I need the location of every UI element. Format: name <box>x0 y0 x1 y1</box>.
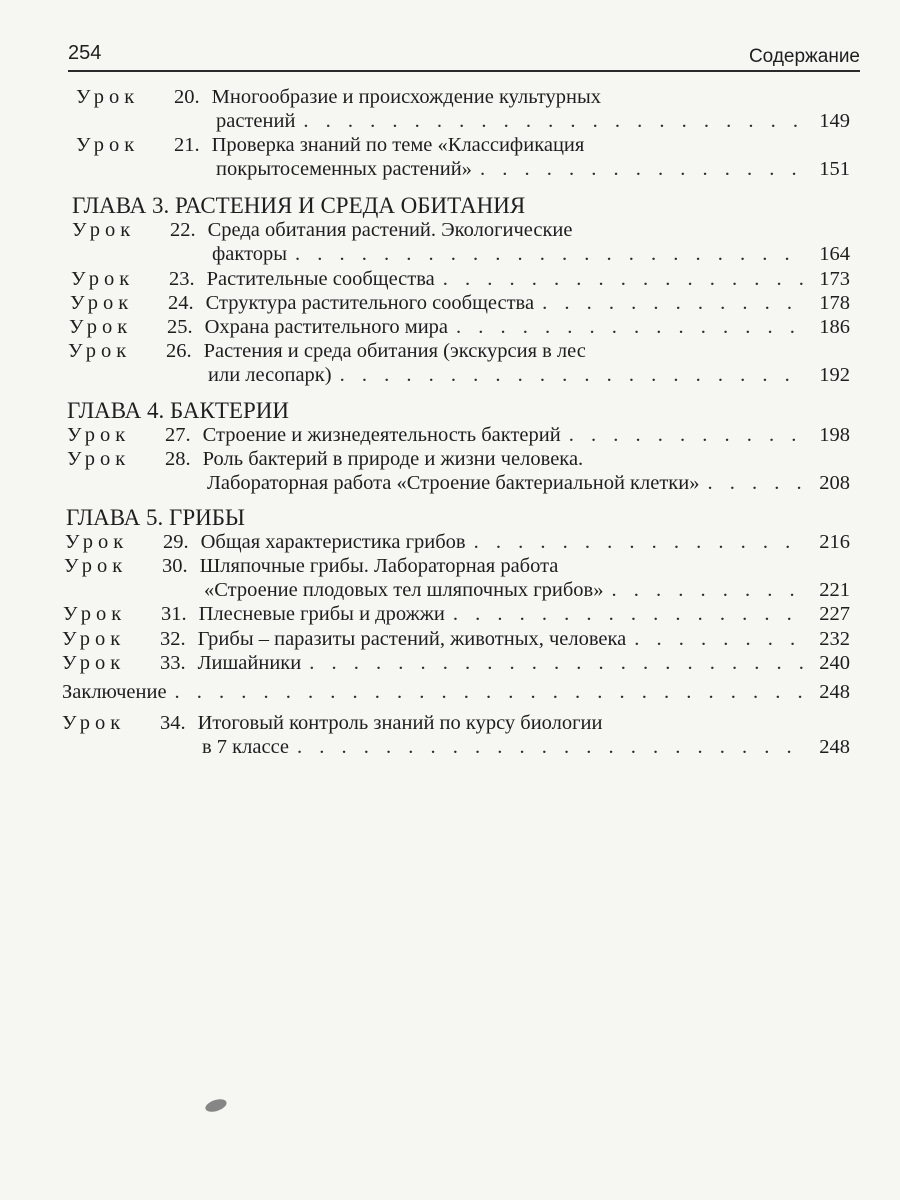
lesson-label: Урок <box>63 603 127 625</box>
entry-title: Строение и жизнедеятельность бактерий <box>202 424 561 446</box>
lesson-label: Урок <box>62 628 126 650</box>
toc-row <box>216 157 850 181</box>
lesson-number: 27. <box>165 424 191 446</box>
dot-leader <box>443 267 804 291</box>
lesson-label: Урок <box>67 424 131 446</box>
toc-row <box>62 711 602 735</box>
chapter-heading: ГЛАВА 4. БАКТЕРИИ <box>67 398 289 423</box>
lesson-number: 20. <box>174 86 200 108</box>
toc-row <box>67 447 583 471</box>
entry-title: Проверка знаний по теме «Классификация <box>211 134 585 156</box>
entry-title: Заключение <box>62 681 167 703</box>
page-ref: 192 <box>819 364 850 386</box>
toc-row <box>72 218 573 242</box>
page-ref: 178 <box>819 292 850 314</box>
lesson-label: Урок <box>71 268 135 290</box>
dot-leader <box>611 578 804 602</box>
toc-row <box>68 339 586 363</box>
chapter-heading: ГЛАВА 5. ГРИБЫ <box>66 505 245 530</box>
page-number: 254 <box>68 42 102 64</box>
page-ref: 232 <box>819 628 850 650</box>
entry-title: Общая характеристика грибов <box>200 531 466 553</box>
entry-title-continued: в 7 классе <box>202 736 290 758</box>
running-title: Содержание <box>748 46 860 67</box>
page-ref: 149 <box>819 110 850 132</box>
toc-row <box>76 133 584 157</box>
lesson-number: 33. <box>160 652 186 674</box>
entry-title: Плесневые грибы и дрожжи <box>198 603 445 625</box>
lesson-number: 26. <box>166 340 192 362</box>
toc-row <box>65 530 850 554</box>
lesson-label: Урок <box>68 340 132 362</box>
entry-title: Лишайники <box>197 652 302 674</box>
dot-leader <box>340 363 804 387</box>
page-ref: 248 <box>819 681 850 703</box>
entry-title-continued: факторы <box>212 243 288 265</box>
entry-title-continued: растений <box>216 110 296 132</box>
lesson-label: Урок <box>65 531 129 553</box>
lesson-label: Урок <box>69 316 133 338</box>
toc-row <box>67 423 850 447</box>
toc-row <box>71 267 850 291</box>
lesson-number: 29. <box>163 531 189 553</box>
page-ref: 186 <box>819 316 850 338</box>
toc-row <box>62 627 850 651</box>
toc-row <box>62 680 850 704</box>
entry-title: Многообразие и происхождение культурных <box>211 86 601 108</box>
lesson-number: 23. <box>169 268 195 290</box>
lesson-label: Урок <box>70 292 134 314</box>
lesson-number: 30. <box>162 555 188 577</box>
dot-leader <box>456 315 804 339</box>
entry-title: Шляпочные грибы. Лабораторная работа <box>199 555 559 577</box>
page-ref: 173 <box>819 268 850 290</box>
dot-leader <box>297 735 804 759</box>
chapter-heading: ГЛАВА 3. РАСТЕНИЯ И СРЕДА ОБИТАНИЯ <box>72 193 526 218</box>
entry-title-continued: «Строение плодовых тел шляпочных грибов» <box>204 579 604 601</box>
toc-row <box>70 291 850 315</box>
lesson-number: 28. <box>165 448 191 470</box>
page-ref: 240 <box>819 652 850 674</box>
page-ref: 216 <box>819 531 850 553</box>
page-ref: 221 <box>819 579 850 601</box>
page-ref: 208 <box>819 472 850 494</box>
page-ref: 248 <box>819 736 850 758</box>
entry-title: Итоговый контроль знаний по курсу биологии <box>197 712 603 734</box>
dot-leader <box>175 680 804 704</box>
lesson-label: Урок <box>62 652 126 674</box>
lesson-label: Урок <box>76 86 140 108</box>
lesson-number: 22. <box>170 219 196 241</box>
toc-row <box>216 109 850 133</box>
entry-title-continued: или лесопарк) <box>208 364 332 386</box>
lesson-label: Урок <box>72 219 136 241</box>
dot-leader <box>542 291 804 315</box>
page-ref: 151 <box>819 158 850 180</box>
entry-title-continued: покрытосеменных растений» <box>216 158 472 180</box>
toc-row <box>63 602 850 626</box>
dot-leader <box>309 651 804 675</box>
toc-row <box>62 651 850 675</box>
dot-leader <box>480 157 804 181</box>
entry-title: Среда обитания растений. Экологические <box>207 219 573 241</box>
page-ref: 227 <box>819 603 850 625</box>
lesson-number: 32. <box>160 628 186 650</box>
toc-row <box>207 471 850 495</box>
ink-smudge <box>204 1097 228 1114</box>
toc-row <box>69 315 850 339</box>
entry-title-continued: Лабораторная работа «Строение бактериальной клетки» <box>207 472 700 494</box>
page-ref: 164 <box>819 243 850 265</box>
lesson-number: 24. <box>168 292 194 314</box>
toc-row <box>202 735 850 759</box>
toc-row <box>64 554 558 578</box>
page-header <box>68 38 860 72</box>
entry-title: Охрана растительного мира <box>204 316 449 338</box>
entry-title: Растительные сообщества <box>206 268 435 290</box>
page-ref: 198 <box>819 424 850 446</box>
toc-row <box>208 363 850 387</box>
toc-row <box>204 578 850 602</box>
dot-leader <box>474 530 804 554</box>
dot-leader <box>634 627 804 651</box>
lesson-number: 25. <box>167 316 193 338</box>
lesson-label: Урок <box>64 555 128 577</box>
lesson-label: Урок <box>62 712 126 734</box>
lesson-number: 31. <box>161 603 187 625</box>
entry-title: Роль бактерий в природе и жизни человека. <box>202 448 584 470</box>
lesson-label: Урок <box>67 448 131 470</box>
dot-leader <box>707 471 804 495</box>
dot-leader <box>295 242 804 266</box>
toc-row <box>212 242 850 266</box>
dot-leader <box>569 423 804 447</box>
dot-leader <box>303 109 804 133</box>
lesson-number: 34. <box>160 712 186 734</box>
toc-row <box>76 85 601 109</box>
entry-title: Растения и среда обитания (экскурсия в лес <box>203 340 586 362</box>
entry-title: Структура растительного сообщества <box>205 292 535 314</box>
lesson-label: Урок <box>76 134 140 156</box>
dot-leader <box>453 602 804 626</box>
entry-title: Грибы – паразиты растений, животных, человека <box>197 628 627 650</box>
lesson-number: 21. <box>174 134 200 156</box>
